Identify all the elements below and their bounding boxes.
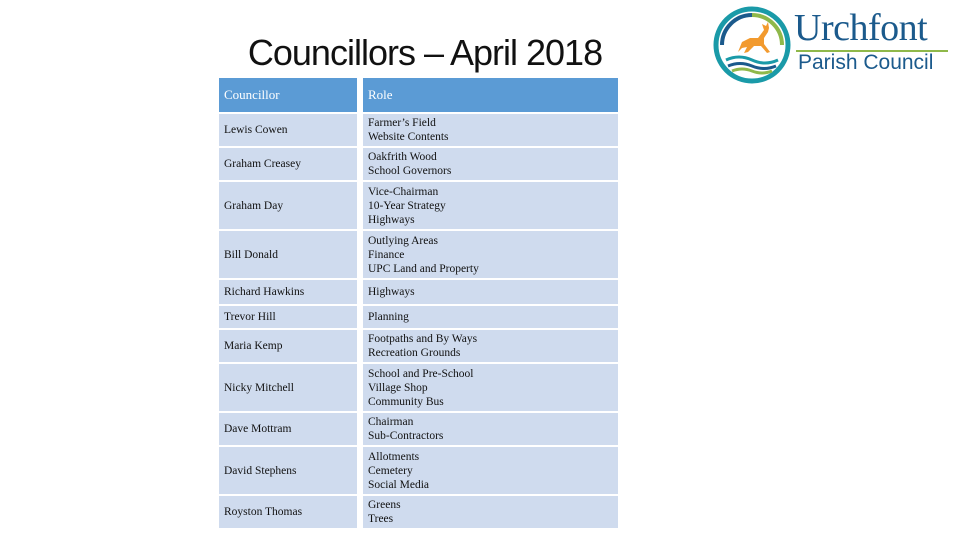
role-item: School and Pre-School bbox=[368, 367, 474, 380]
urchfont-logo bbox=[712, 4, 952, 86]
councillor-roles bbox=[363, 364, 618, 411]
role-item: Highways bbox=[368, 213, 415, 226]
role-item: Community Bus bbox=[368, 395, 444, 408]
councillor-name: Nicky Mitchell bbox=[219, 364, 363, 411]
table-row bbox=[219, 114, 618, 146]
role-item: Farmer’s Field bbox=[368, 117, 436, 129]
logo-subtitle: Parish Council bbox=[798, 51, 934, 74]
councillor-roles bbox=[363, 182, 618, 229]
councillor-roles bbox=[363, 413, 618, 445]
role-item: Village Shop bbox=[368, 381, 428, 394]
councillor-roles bbox=[363, 280, 618, 304]
logo-name: Urchfont bbox=[794, 7, 928, 49]
table-row bbox=[219, 148, 618, 180]
slide-title: Councillors – April 2018 bbox=[247, 32, 603, 73]
role-item: 10-Year Strategy bbox=[368, 199, 446, 212]
councillor-name: Graham Creasey bbox=[219, 148, 363, 180]
role-item: Outlying Areas bbox=[368, 234, 438, 247]
role-item: Planning bbox=[368, 311, 409, 323]
table-body bbox=[219, 114, 618, 528]
role-item: Vice-Chairman bbox=[368, 185, 439, 198]
table-row bbox=[219, 231, 618, 278]
councillor-name: Richard Hawkins bbox=[219, 280, 363, 304]
councillor-name: Trevor Hill bbox=[219, 306, 363, 328]
councillors-table bbox=[219, 76, 618, 530]
role-item: Finance bbox=[368, 248, 405, 261]
councillor-name: Dave Mottram bbox=[219, 413, 363, 445]
table-row bbox=[219, 496, 618, 528]
councillor-name: Graham Day bbox=[219, 182, 363, 229]
councillor-name: Lewis Cowen bbox=[219, 114, 363, 146]
role-item: Recreation Grounds bbox=[368, 347, 461, 359]
table-row bbox=[219, 280, 618, 304]
role-item: Sub-Contractors bbox=[368, 430, 444, 442]
councillor-roles bbox=[363, 148, 618, 180]
table-row bbox=[219, 182, 618, 229]
councillor-name: Maria Kemp bbox=[219, 330, 363, 362]
councillor-roles bbox=[363, 330, 618, 362]
role-item: Allotments bbox=[368, 450, 420, 463]
councillor-roles bbox=[363, 447, 618, 494]
column-header-role: Role bbox=[363, 78, 618, 112]
table-row bbox=[219, 413, 618, 445]
councillor-roles bbox=[363, 114, 618, 146]
table-row bbox=[219, 330, 618, 362]
councillor-name: David Stephens bbox=[219, 447, 363, 494]
role-item: School Governors bbox=[368, 165, 452, 177]
role-item: Oakfrith Wood bbox=[368, 151, 437, 163]
role-item: Chairman bbox=[368, 416, 414, 428]
role-item: UPC Land and Property bbox=[368, 262, 479, 275]
table-row bbox=[219, 447, 618, 494]
role-item: Trees bbox=[368, 513, 394, 525]
deer-emblem-icon bbox=[712, 4, 794, 86]
role-item: Footpaths and By Ways bbox=[368, 333, 478, 345]
table-row bbox=[219, 306, 618, 328]
councillor-roles bbox=[363, 496, 618, 528]
role-item: Website Contents bbox=[368, 131, 449, 143]
councillor-name: Bill Donald bbox=[219, 231, 363, 278]
councillor-roles bbox=[363, 231, 618, 278]
role-item: Cemetery bbox=[368, 464, 413, 477]
role-item: Highways bbox=[368, 286, 415, 298]
councillor-roles bbox=[363, 306, 618, 328]
table-row bbox=[219, 364, 618, 411]
table-header-row bbox=[219, 78, 618, 112]
column-header-councillor: Councillor bbox=[219, 78, 363, 112]
councillor-name: Royston Thomas bbox=[219, 496, 363, 528]
role-item: Greens bbox=[368, 499, 401, 511]
role-item: Social Media bbox=[368, 478, 429, 491]
